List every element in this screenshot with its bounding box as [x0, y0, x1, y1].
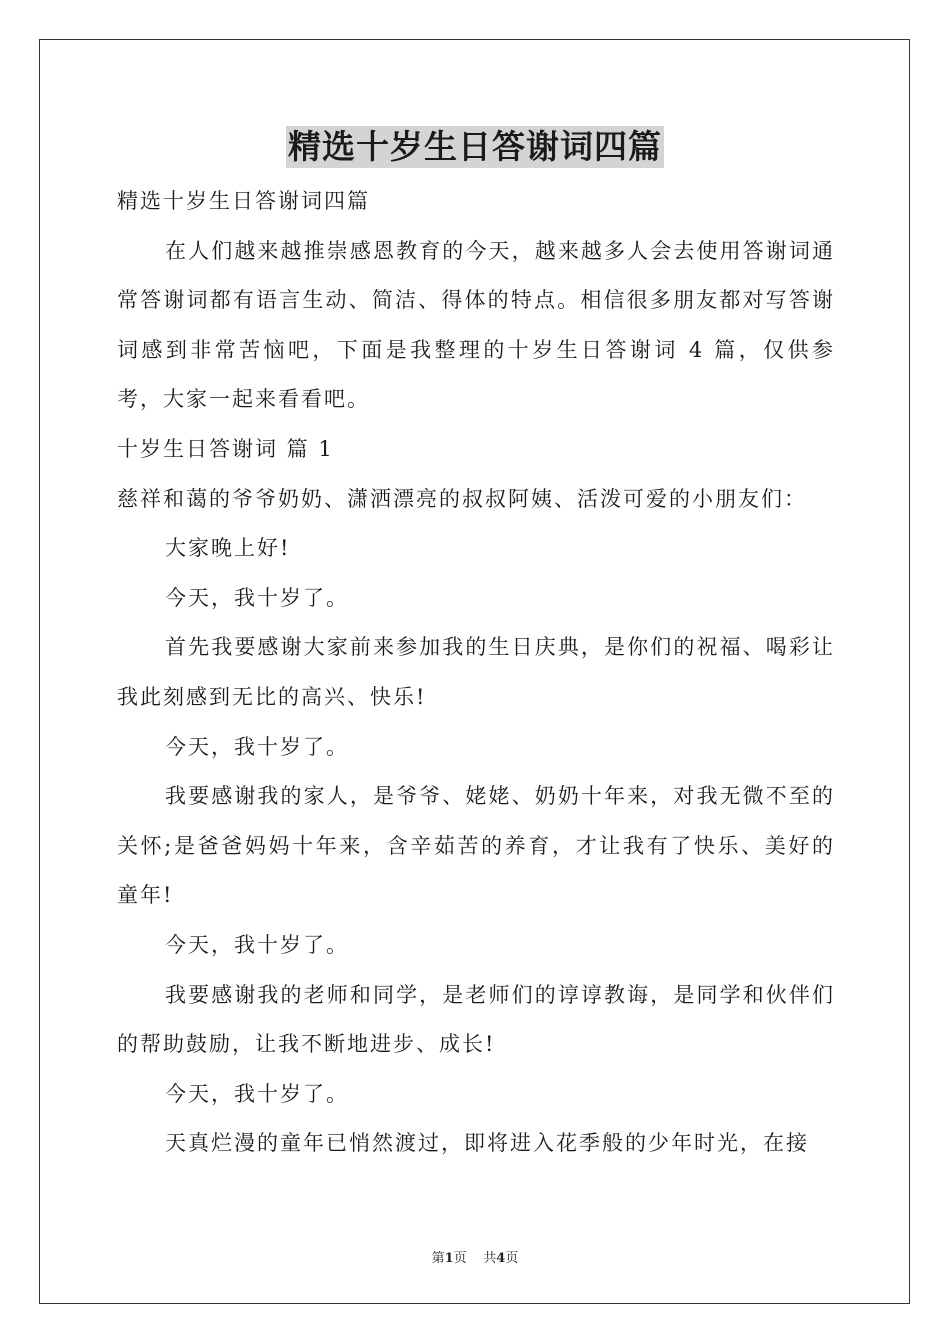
body-paragraph: 今天，我十岁了。 — [165, 734, 349, 759]
page-number-suffix: 页 — [453, 1251, 467, 1266]
body-paragraph: 大家晚上好! — [165, 536, 291, 561]
total-pages-suffix: 页 — [505, 1251, 519, 1266]
body-paragraph: 今天，我十岁了。 — [165, 932, 349, 957]
body-paragraph: 我要感谢我的老师和同学，是老师们的谆谆教诲，是同学和伙伴们的帮助鼓励，让我不断地进步、成长! — [117, 982, 835, 1057]
body-paragraph: 我要感谢我的家人，是爷爷、姥姥、奶奶十年来，对我无微不至的关怀;是爸爸妈妈十年来，含辛茹苦的养育，才让我有了快乐、美好的童年! — [117, 784, 835, 908]
total-pages-prefix: 共 — [483, 1251, 497, 1266]
document-body — [117, 177, 835, 1169]
body-paragraph: 今天，我十岁了。 — [165, 1081, 349, 1106]
body-paragraph: 十岁生日答谢词 篇 1 — [117, 436, 334, 461]
document-title — [0, 126, 950, 168]
page-number-prefix: 第 — [431, 1251, 445, 1266]
body-paragraph: 慈祥和蔼的爷爷奶奶、潇洒漂亮的叔叔阿姨、活泼可爱的小朋友们： — [117, 486, 807, 511]
page-footer — [0, 1247, 950, 1266]
body-paragraph: 今天，我十岁了。 — [165, 585, 349, 610]
document-title-text: 精选十岁生日答谢词四篇 — [288, 127, 662, 166]
total-pages: 4 — [496, 1251, 506, 1266]
body-paragraph: 在人们越来越推崇感恩教育的今天，越来越多人会去使用答谢词通常答谢词都有语言生动、简洁、得体的特点。相信很多朋友都对写答谢词感到非常苦恼吧，下面是我整理的十岁生日答谢词 4 篇，仅供参考，大家一起来看看吧。 — [117, 238, 835, 412]
body-paragraph: 天真烂漫的童年已悄然渡过，即将进入花季般的少年时光，在接 — [165, 1131, 809, 1156]
body-paragraph: 精选十岁生日答谢词四篇 — [117, 189, 370, 213]
body-paragraph: 首先我要感谢大家前来参加我的生日庆典，是你们的祝福、喝彩让我此刻感到无比的高兴、快乐! — [117, 635, 835, 709]
page-number: 1 — [444, 1251, 454, 1266]
